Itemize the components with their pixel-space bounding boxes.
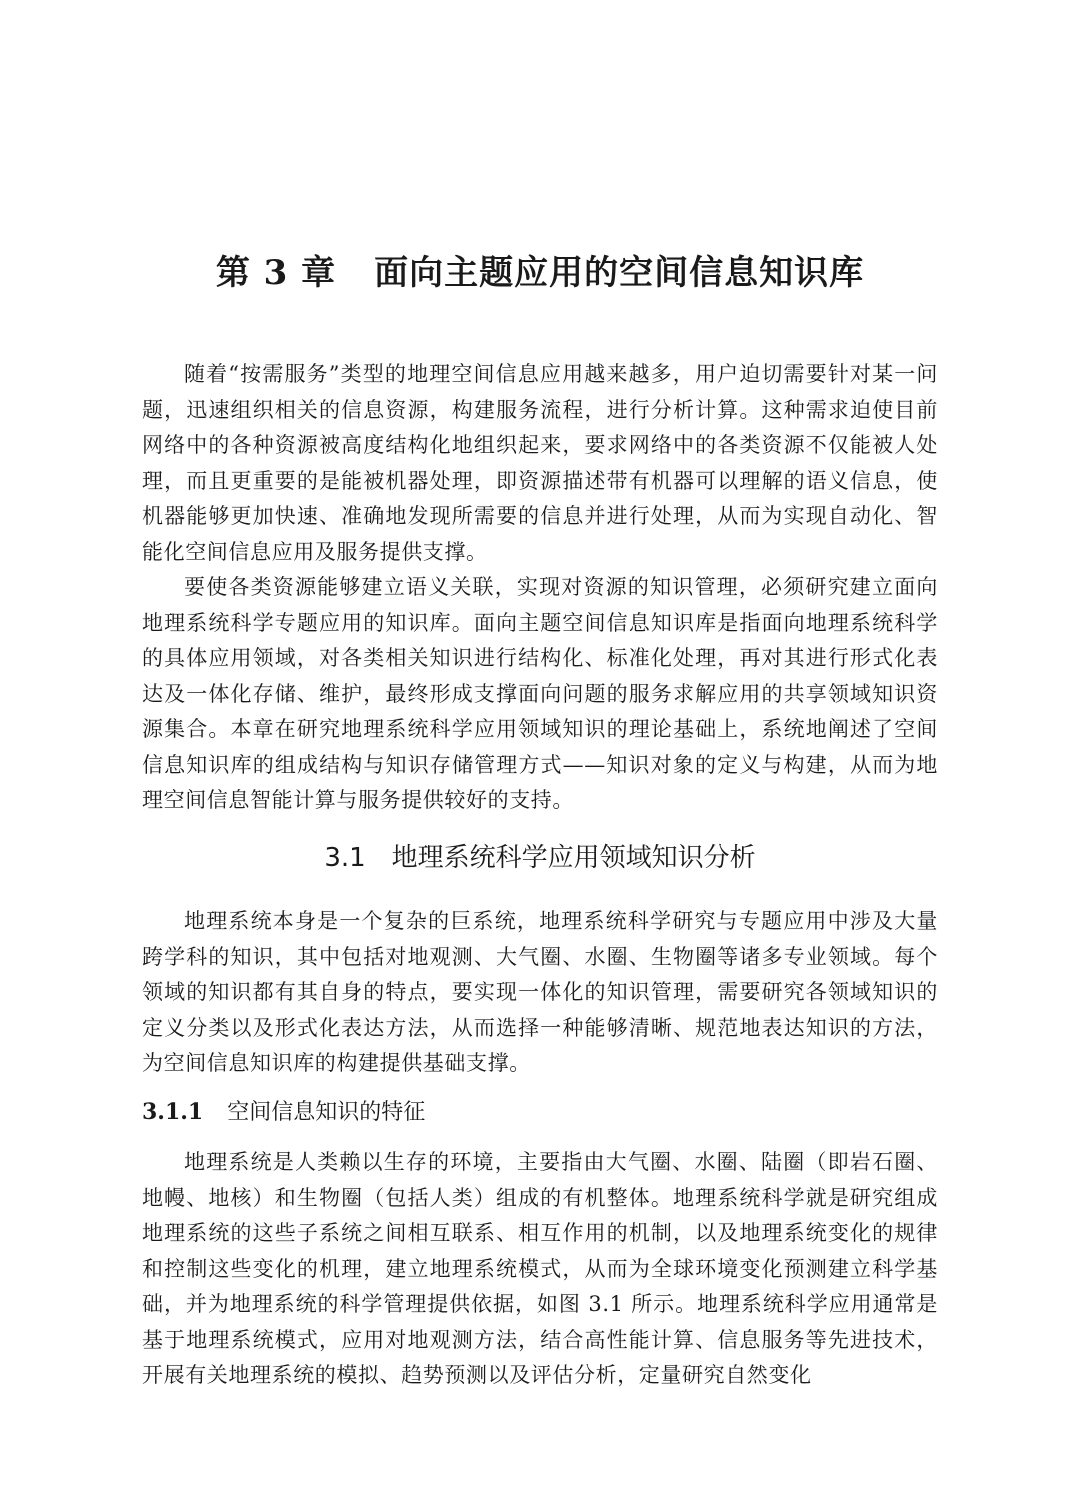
paragraph: 随着“按需服务”类型的地理空间信息应用越来越多，用户迫切需要针对某一问题，迅速组织相关的信息资源，构建服务流程，进行分析计算。这种需求迫使目前网络中的各种资源被高度结构化地组织起来，要求网络中的各类资源不仅能被人处理，而且更重要的是能被机器处理，即资源描述带有机器可以理解的语义信息，使机器能够更加快速、准确地发现所需要的信息并进行处理，从而为实现自动化、智能化空间信息应用及服务提供支撑。	[142, 362, 938, 564]
paragraph: 要使各类资源能够建立语义关联，实现对资源的知识管理，必须研究建立面向地理系统科学专题应用的知识库。面向主题空间信息知识库是指面向地理系统科学的具体应用领域，对各类相关知识进行结构化、标准化处理，再对其进行形式化表达及一体化存储、维护，最终形成支撑面向问题的服务求解应用的共享领域知识资源集合。本章在研究地理系统科学应用领域知识的理论基础上，系统地阐述了空间信息知识库的组成结构与知识存储管理方式——知识对象的定义与构建，从而为地理空间信息智能计算与服务提供较好的支持。	[142, 575, 938, 812]
paragraph: 地理系统本身是一个复杂的巨系统，地理系统科学研究与专题应用中涉及大量跨学科的知识，其中包括对地观测、大气圈、水圈、生物圈等诸多专业领域。每个领域的知识都有其自身的特点，要实现一体化的知识管理，需要研究各领域知识的定义分类以及形式化表达方法，从而选择一种能够清晰、规范地表达知识的方法，为空间信息知识库的构建提供基础支撑。	[142, 909, 938, 1075]
paragraph: 地理系统是人类赖以生存的环境，主要指由大气圈、水圈、陆圈（即岩石圈、地幔、地核）和生物圈（包括人类）组成的有机整体。地理系统科学就是研究组成地理系统的这些子系统之间相互联系、相互作用的机制，以及地理系统变化的规律和控制这些变化的机理，建立地理系统模式，从而为全球环境变化预测建立科学基础，并为地理系统的科学管理提供依据，如图 3.1 所示。地理系统科学应用通常是基于地理系统模式，应用对地观测方法，结合高性能计算、信息服务等先进技术，开展有关地理系统的模拟、趋势预测以及评估分析，定量研究自然变化	[142, 1150, 938, 1387]
subsection-number: 3.1.1	[142, 1099, 204, 1125]
chapter-title	[0, 247, 1080, 299]
section-body	[142, 904, 938, 1082]
subsection-title-text: 空间信息知识的特征	[227, 1100, 426, 1125]
chapter-title-text: 面向主题应用的空间信息知识库	[374, 253, 865, 293]
section-title-text: 地理系统科学应用领域知识分析	[391, 843, 756, 873]
chapter-intro	[142, 357, 938, 819]
section-heading	[0, 838, 1080, 878]
chapter-number: 第 3 章	[215, 253, 337, 293]
subsection-heading	[142, 1094, 425, 1131]
section-number: 3.1	[324, 843, 366, 873]
subsection-body	[142, 1145, 938, 1394]
